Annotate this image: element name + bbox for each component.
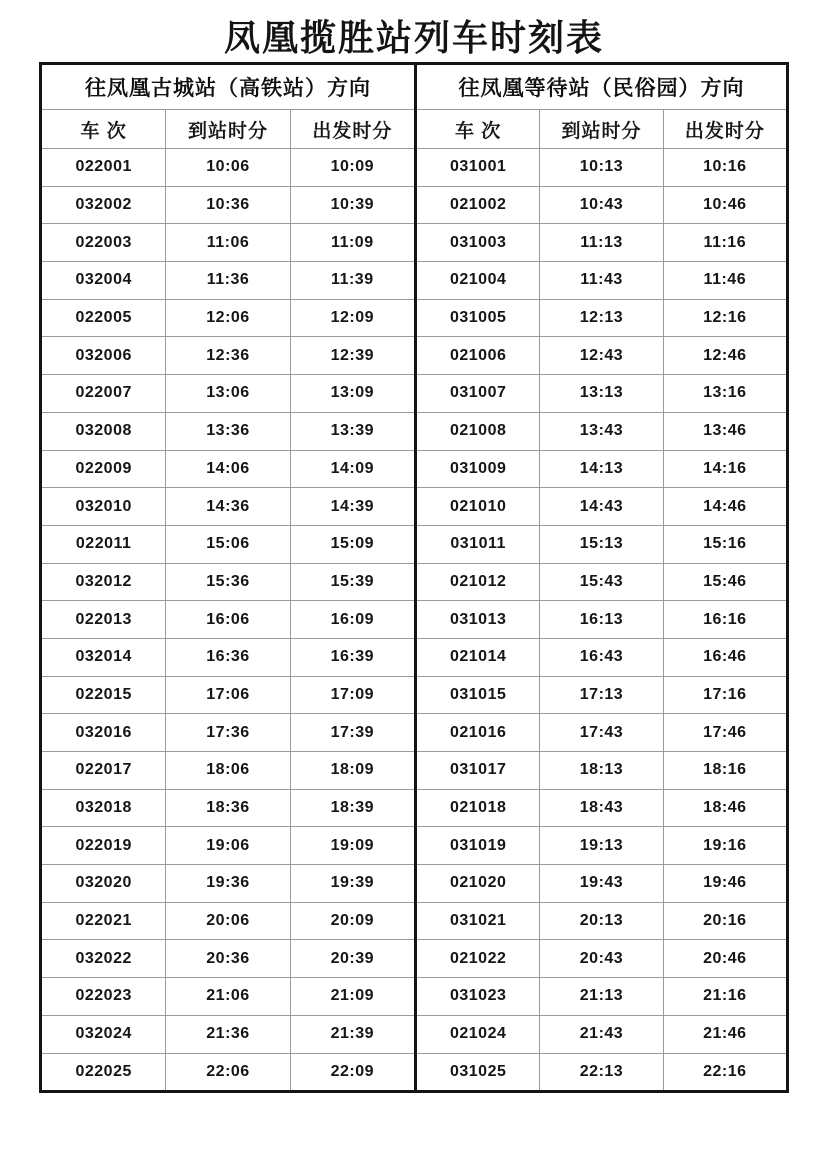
table-row [417, 978, 786, 1016]
train-number-cell: 031025 [449, 1062, 507, 1080]
train-number-cell: 031013 [449, 610, 507, 628]
arrival-time-cell: 20:43 [539, 940, 662, 977]
arrival-time-cell: 22:06 [165, 1054, 289, 1091]
arrival-time-cell: 16:13 [539, 601, 662, 638]
train-number-cell: 031007 [449, 384, 507, 402]
departure-time-cell: 17:46 [663, 714, 786, 751]
table-row [42, 224, 414, 262]
table-row [417, 1054, 786, 1091]
departure-time-cell: 19:39 [290, 865, 414, 902]
train-number-cell: 032008 [75, 422, 132, 440]
train-number-cell: 031023 [449, 987, 507, 1005]
departure-time-cell: 21:16 [663, 978, 786, 1015]
direction-section-dengdai [414, 65, 786, 1090]
arrival-time-cell: 18:13 [539, 752, 662, 789]
table-row [417, 375, 786, 413]
timetable-table [39, 62, 789, 1093]
table-row [417, 639, 786, 677]
arrival-time-cell: 15:13 [539, 526, 662, 563]
arrival-time-cell: 11:06 [165, 224, 289, 261]
departure-time-cell: 16:46 [663, 639, 786, 676]
table-row [417, 903, 786, 941]
train-number-cell: 032004 [75, 271, 132, 289]
table-row [417, 413, 786, 451]
table-row [417, 714, 786, 752]
arrival-time-cell: 19:13 [539, 827, 662, 864]
departure-time-cell: 12:46 [663, 337, 786, 374]
departure-time-cell: 22:09 [290, 1054, 414, 1091]
train-number-cell: 021004 [449, 271, 507, 289]
arrival-time-cell: 12:06 [165, 300, 289, 337]
arrival-time-cell: 10:43 [539, 187, 662, 224]
departure-time-cell: 14:16 [663, 451, 786, 488]
table-row [42, 375, 414, 413]
train-number-cell: 022011 [75, 535, 132, 553]
train-number-cell: 021014 [449, 648, 507, 666]
departure-time-cell: 11:16 [663, 224, 786, 261]
train-number-cell: 022001 [75, 158, 132, 176]
arrival-time-cell: 18:36 [165, 790, 289, 827]
departure-time-cell: 21:46 [663, 1016, 786, 1053]
arrival-time-cell: 14:06 [165, 451, 289, 488]
departure-time-cell: 11:39 [290, 262, 414, 299]
arrival-time-cell: 13:06 [165, 375, 289, 412]
departure-time-cell: 10:39 [290, 187, 414, 224]
table-row [417, 187, 786, 225]
departure-time-cell: 15:39 [290, 564, 414, 601]
arrival-time-cell: 17:43 [539, 714, 662, 751]
table-row [417, 337, 786, 375]
arrival-time-cell: 20:13 [539, 903, 662, 940]
table-row [42, 526, 414, 564]
table-row [417, 526, 786, 564]
arrival-time-cell: 12:36 [165, 337, 289, 374]
departure-time-cell: 12:39 [290, 337, 414, 374]
table-body-gucheng [42, 149, 414, 1090]
table-row [42, 337, 414, 375]
table-row [417, 865, 786, 903]
departure-time-cell: 18:46 [663, 790, 786, 827]
train-number-cell: 022017 [75, 761, 132, 779]
table-row [42, 601, 414, 639]
table-row [42, 790, 414, 828]
train-number-cell: 031017 [449, 761, 507, 779]
table-row [42, 978, 414, 1016]
train-number-cell: 022025 [75, 1062, 132, 1080]
departure-time-cell: 17:09 [290, 677, 414, 714]
table-row [42, 262, 414, 300]
table-row [42, 677, 414, 715]
arrival-time-cell: 17:13 [539, 677, 662, 714]
departure-time-cell: 18:16 [663, 752, 786, 789]
table-row [417, 564, 786, 602]
arrival-time-cell: 12:13 [539, 300, 662, 337]
departure-time-cell: 21:09 [290, 978, 414, 1015]
table-row [42, 300, 414, 338]
arrival-time-cell: 19:43 [539, 865, 662, 902]
departure-time-cell: 10:46 [663, 187, 786, 224]
train-number-cell: 021006 [449, 346, 507, 364]
table-row [42, 1016, 414, 1054]
table-row [42, 827, 414, 865]
column-header-departure-time: 出发时分 [663, 110, 786, 148]
arrival-time-cell: 10:13 [539, 149, 662, 186]
train-number-cell: 021022 [449, 949, 507, 967]
train-number-cell: 022023 [75, 987, 132, 1005]
train-number-cell: 022007 [75, 384, 132, 402]
arrival-time-cell: 17:06 [165, 677, 289, 714]
train-number-cell: 022005 [75, 309, 132, 327]
arrival-time-cell: 11:43 [539, 262, 662, 299]
departure-time-cell: 12:16 [663, 300, 786, 337]
arrival-time-cell: 21:43 [539, 1016, 662, 1053]
departure-time-cell: 13:16 [663, 375, 786, 412]
table-row [417, 262, 786, 300]
departure-time-cell: 17:16 [663, 677, 786, 714]
arrival-time-cell: 11:13 [539, 224, 662, 261]
departure-time-cell: 19:09 [290, 827, 414, 864]
arrival-time-cell: 16:36 [165, 639, 289, 676]
arrival-time-cell: 15:06 [165, 526, 289, 563]
train-number-cell: 032022 [75, 949, 132, 967]
train-number-cell: 022009 [75, 459, 132, 477]
departure-time-cell: 16:39 [290, 639, 414, 676]
arrival-time-cell: 20:36 [165, 940, 289, 977]
departure-time-cell: 13:09 [290, 375, 414, 412]
arrival-time-cell: 12:43 [539, 337, 662, 374]
train-number-cell: 022003 [75, 233, 132, 251]
departure-time-cell: 20:16 [663, 903, 786, 940]
departure-time-cell: 18:39 [290, 790, 414, 827]
train-number-cell: 021012 [449, 572, 507, 590]
arrival-time-cell: 11:36 [165, 262, 289, 299]
arrival-time-cell: 21:06 [165, 978, 289, 1015]
column-header-arrival-time: 到站时分 [165, 110, 289, 148]
departure-time-cell: 15:46 [663, 564, 786, 601]
table-row [42, 865, 414, 903]
table-row [417, 601, 786, 639]
column-header-arrival-time: 到站时分 [539, 110, 662, 148]
departure-time-cell: 10:09 [290, 149, 414, 186]
train-number-cell: 021018 [449, 799, 507, 817]
table-body-dengdai [417, 149, 786, 1090]
table-row [42, 1054, 414, 1091]
arrival-time-cell: 15:36 [165, 564, 289, 601]
arrival-time-cell: 21:36 [165, 1016, 289, 1053]
train-number-cell: 032018 [75, 799, 132, 817]
table-row [42, 564, 414, 602]
arrival-time-cell: 20:06 [165, 903, 289, 940]
train-number-cell: 021010 [449, 497, 507, 515]
departure-time-cell: 14:09 [290, 451, 414, 488]
departure-time-cell: 10:16 [663, 149, 786, 186]
table-row [42, 413, 414, 451]
column-header-train-number: 车 次 [455, 120, 502, 142]
table-row [417, 790, 786, 828]
arrival-time-cell: 21:13 [539, 978, 662, 1015]
train-number-cell: 032014 [75, 648, 132, 666]
departure-time-cell: 20:09 [290, 903, 414, 940]
arrival-time-cell: 18:43 [539, 790, 662, 827]
arrival-time-cell: 14:43 [539, 488, 662, 525]
train-number-cell: 021002 [449, 196, 507, 214]
train-number-cell: 021016 [449, 723, 507, 741]
column-header-departure-time: 出发时分 [290, 110, 414, 148]
table-row [42, 903, 414, 941]
departure-time-cell: 14:39 [290, 488, 414, 525]
departure-time-cell: 20:39 [290, 940, 414, 977]
train-number-cell: 031011 [450, 535, 506, 553]
arrival-time-cell: 22:13 [539, 1054, 662, 1091]
departure-time-cell: 19:46 [663, 865, 786, 902]
column-header-row [417, 110, 786, 149]
departure-time-cell: 14:46 [663, 488, 786, 525]
train-number-cell: 032002 [75, 196, 132, 214]
train-number-cell: 032016 [75, 723, 132, 741]
table-row [417, 827, 786, 865]
train-number-cell: 022021 [75, 912, 132, 930]
train-number-cell: 021020 [449, 874, 507, 892]
train-number-cell: 031015 [449, 685, 507, 703]
departure-time-cell: 13:46 [663, 413, 786, 450]
arrival-time-cell: 14:13 [539, 451, 662, 488]
arrival-time-cell: 13:43 [539, 413, 662, 450]
table-row [417, 677, 786, 715]
train-number-cell: 031009 [449, 459, 507, 477]
table-row [417, 940, 786, 978]
table-row [417, 149, 786, 187]
arrival-time-cell: 14:36 [165, 488, 289, 525]
train-number-cell: 032024 [75, 1025, 132, 1043]
table-row [42, 639, 414, 677]
departure-time-cell: 20:46 [663, 940, 786, 977]
train-number-cell: 022013 [75, 610, 132, 628]
departure-time-cell: 13:39 [290, 413, 414, 450]
arrival-time-cell: 13:13 [539, 375, 662, 412]
departure-time-cell: 15:16 [663, 526, 786, 563]
departure-time-cell: 18:09 [290, 752, 414, 789]
table-row [42, 488, 414, 526]
column-header-train-number: 车 次 [80, 120, 127, 142]
arrival-time-cell: 19:36 [165, 865, 289, 902]
departure-time-cell: 11:09 [290, 224, 414, 261]
train-number-cell: 032012 [75, 572, 132, 590]
table-row [42, 940, 414, 978]
train-number-cell: 032010 [75, 497, 132, 515]
column-header-row [42, 110, 414, 149]
departure-time-cell: 17:39 [290, 714, 414, 751]
arrival-time-cell: 15:43 [539, 564, 662, 601]
train-number-cell: 031005 [449, 309, 507, 327]
train-number-cell: 031003 [449, 233, 507, 251]
table-row [42, 752, 414, 790]
arrival-time-cell: 16:06 [165, 601, 289, 638]
page-title: 凤凰揽胜站列车时刻表 [223, 17, 604, 58]
direction-header-dengdai: 往凤凰等待站（民俗园）方向 [417, 65, 786, 110]
table-row [42, 187, 414, 225]
departure-time-cell: 16:16 [663, 601, 786, 638]
train-number-cell: 022015 [75, 685, 132, 703]
arrival-time-cell: 10:36 [165, 187, 289, 224]
direction-header-gucheng: 往凤凰古城站（高铁站）方向 [42, 65, 414, 110]
train-number-cell: 021024 [449, 1025, 507, 1043]
arrival-time-cell: 13:36 [165, 413, 289, 450]
table-row [42, 714, 414, 752]
arrival-time-cell: 16:43 [539, 639, 662, 676]
train-number-cell: 031019 [449, 836, 507, 854]
train-number-cell: 031021 [449, 912, 507, 930]
departure-time-cell: 16:09 [290, 601, 414, 638]
departure-time-cell: 12:09 [290, 300, 414, 337]
departure-time-cell: 11:46 [663, 262, 786, 299]
direction-section-gucheng [42, 65, 414, 1090]
train-number-cell: 032020 [75, 874, 132, 892]
table-row [417, 488, 786, 526]
arrival-time-cell: 17:36 [165, 714, 289, 751]
train-number-cell: 031001 [449, 158, 507, 176]
train-number-cell: 032006 [75, 346, 132, 364]
table-row [42, 149, 414, 187]
arrival-time-cell: 19:06 [165, 827, 289, 864]
train-number-cell: 021008 [449, 422, 507, 440]
departure-time-cell: 21:39 [290, 1016, 414, 1053]
table-row [417, 1016, 786, 1054]
departure-time-cell: 22:16 [663, 1054, 786, 1091]
departure-time-cell: 19:16 [663, 827, 786, 864]
table-row [417, 300, 786, 338]
table-row [417, 224, 786, 262]
table-row [42, 451, 414, 489]
table-row [417, 451, 786, 489]
table-row [417, 752, 786, 790]
arrival-time-cell: 10:06 [165, 149, 289, 186]
departure-time-cell: 15:09 [290, 526, 414, 563]
arrival-time-cell: 18:06 [165, 752, 289, 789]
train-number-cell: 022019 [75, 836, 132, 854]
